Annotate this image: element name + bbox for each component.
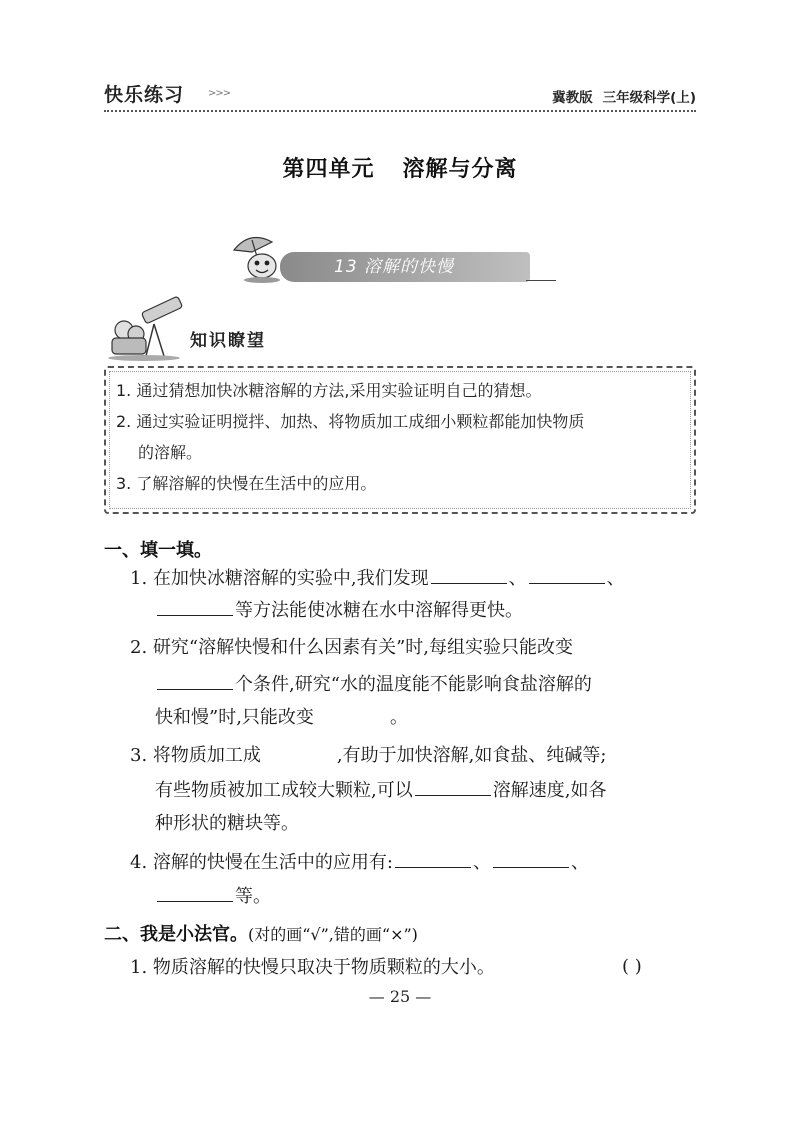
q3-text-c: 有些物质被加工成较大颗粒,可以 <box>155 780 413 801</box>
question-4-line-1 <box>130 850 589 875</box>
question-3-line-1 <box>130 744 606 768</box>
knowledge-line: 3. 了解溶解的快慢在生活中的应用。 <box>116 474 377 493</box>
judge-question-1: 1. 物质溶解的快慢只取决于物质颗粒的大小。 <box>130 957 495 978</box>
q4-text-b: 等。 <box>235 886 271 907</box>
q2-text-b: 个条件,研究“水的温度能不能影响食盐溶解的 <box>235 674 592 695</box>
q1-text-b: 等方法能使冰糖在水中溶解得更快。 <box>235 600 523 621</box>
edition-label: 冀教版 <box>552 90 593 106</box>
lesson-title: 13 溶解的快慢 <box>280 252 530 282</box>
q4-text-a: 4. 溶解的快慢在生活中的应用有: <box>130 852 393 873</box>
judge-answer-paren[interactable]: ( ) <box>622 956 642 977</box>
answer-blank[interactable] <box>395 850 471 868</box>
question-3-line-2 <box>155 778 606 803</box>
section-fill-in-title: 一、填一填。 <box>104 540 212 561</box>
chevron-icon: >>> <box>208 88 231 99</box>
answer-blank[interactable] <box>157 598 233 616</box>
page-number: — 25 — <box>368 987 432 1006</box>
q3-text-d: 溶解速度,如各 <box>492 780 607 801</box>
question-1-line-2 <box>155 598 523 623</box>
question-2-line-1: 2. 研究“溶解快慢和什么因素有关”时,每组实验只能改变 <box>130 637 574 658</box>
answer-blank[interactable] <box>493 850 569 868</box>
question-4-line-2 <box>155 884 271 909</box>
section-judge-note: (对的画“√”,错的画“×”) <box>248 925 418 944</box>
question-2-line-2 <box>155 672 592 697</box>
section-judge-title <box>104 920 418 946</box>
knowledge-line: 1. 通过猜想加快冰糖溶解的方法,采用实验证明自己的猜想。 <box>116 381 542 400</box>
unit-name: 溶解与分离 <box>402 156 518 182</box>
page-header <box>104 80 696 114</box>
lesson-banner-group <box>228 230 558 286</box>
lesson-underline <box>526 280 556 281</box>
q4-sep-2: 、 <box>570 852 589 873</box>
telescope-kids-icon <box>104 296 190 362</box>
q3-text-a: 3. 将物质加工成 <box>130 745 261 766</box>
knowledge-line: 2. 通过实验证明搅拌、加热、将物质加工成细小颗粒都能加快物质 <box>116 412 585 431</box>
knowledge-heading <box>104 296 304 362</box>
knowledge-line: 的溶解。 <box>138 443 203 462</box>
q2-text-c: 快和慢”时,只能改变 <box>155 707 314 728</box>
q1-text-a: 1. 在加快冰糖溶解的实验中,我们发现 <box>130 568 429 589</box>
knowledge-label: 知识瞭望 <box>190 331 266 351</box>
q2-text-d: 。 <box>389 707 408 728</box>
umbrella-mascot-icon <box>228 230 288 284</box>
answer-blank[interactable] <box>431 566 507 584</box>
q3-text-b: ,有助于加快溶解,如食盐、纯碱等; <box>336 745 607 766</box>
grade-label: 三年级科学(上) <box>602 90 696 106</box>
section-judge-label: 二、我是小法官。 <box>104 924 248 945</box>
answer-blank[interactable] <box>157 884 233 902</box>
q1-sep-2: 、 <box>606 568 625 589</box>
question-1-line-1 <box>130 566 625 591</box>
unit-title <box>0 152 800 183</box>
header-divider <box>104 110 696 112</box>
edition-info <box>552 86 696 106</box>
unit-number: 第四单元 <box>282 156 375 182</box>
knowledge-box <box>104 366 696 514</box>
question-3-line-3: 种形状的糖块等。 <box>155 813 299 834</box>
brand-title: 快乐练习 <box>104 84 185 106</box>
q4-sep-1: 、 <box>472 852 491 873</box>
answer-blank[interactable] <box>415 778 491 796</box>
answer-blank[interactable] <box>529 566 605 584</box>
answer-blank[interactable] <box>157 672 233 690</box>
q1-sep-1: 、 <box>508 568 527 589</box>
question-2-line-3 <box>155 706 408 730</box>
